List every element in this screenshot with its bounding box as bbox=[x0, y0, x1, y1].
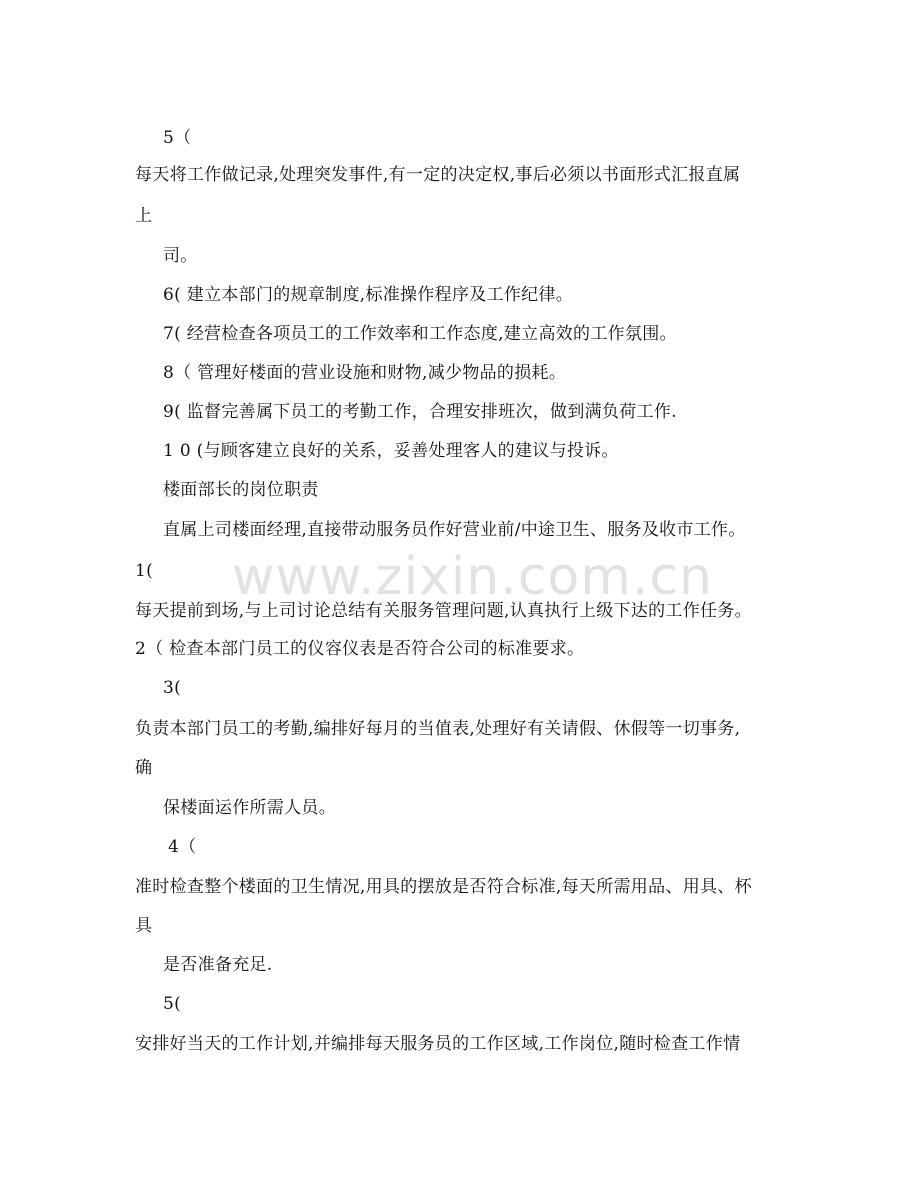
paragraph-line: 每天将工作做记录,处理突发事件,有一定的决定权,事后必须以书面形式汇报直属 bbox=[135, 165, 741, 185]
paragraph-line: 每天提前到场,与上司讨论总结有关服务管理问题,认真执行上级下达的工作任务。 bbox=[135, 601, 752, 621]
paragraph-line: 负责本部门员工的考勤,编排好每月的当值表,处理好有关请假、休假等一切事务, bbox=[135, 719, 741, 739]
paragraph-line: 保楼面运作所需人员。 bbox=[163, 798, 336, 818]
paragraph-line: 4（ bbox=[168, 837, 197, 857]
paragraph-line: 司。 bbox=[163, 246, 198, 266]
paragraph-line: 3( bbox=[163, 678, 182, 698]
paragraph-line: 8（ 管理好楼面的营业设施和财物,减少物品的损耗。 bbox=[163, 363, 567, 383]
paragraph-line: 直属上司楼面经理,直接带动服务员作好营业前/中途卫生、服务及收市工作。 bbox=[163, 520, 746, 540]
paragraph-line: 安排好当天的工作计划,并编排每天服务员的工作区域,工作岗位,随时检查工作情 bbox=[135, 1034, 741, 1054]
paragraph-line: 9( 监督完善属下员工的考勤工作，合理安排班次，做到满负荷工作. bbox=[163, 402, 677, 422]
paragraph-line: 7( 经营检查各项员工的工作效率和工作态度,建立高效的工作氛围。 bbox=[163, 324, 677, 344]
paragraph-line: 5( bbox=[163, 994, 182, 1014]
watermark-text: www.zixin.com.cn bbox=[232, 547, 713, 607]
section-heading: 楼面部长的岗位职责 bbox=[163, 480, 319, 500]
paragraph-line: 5（ bbox=[163, 128, 192, 148]
paragraph-line: 确 bbox=[135, 758, 153, 778]
paragraph-line: 2（ 检查本部门员工的仪容仪表是否符合公司的标准要求。 bbox=[135, 639, 585, 659]
paragraph-line: 是否准备充足. bbox=[163, 955, 273, 975]
paragraph-line: 上 bbox=[135, 206, 153, 226]
paragraph-line: 1( bbox=[135, 561, 154, 581]
paragraph-line: 1 0 (与顾客建立良好的关系，妥善处理客人的建议与投诉。 bbox=[163, 441, 619, 461]
paragraph-line: 具 bbox=[135, 916, 153, 936]
paragraph-line: 准时检查整个楼面的卫生情况,用具的摆放是否符合标准,每天所需用品、用具、杯 bbox=[135, 877, 752, 897]
paragraph-line: 6( 建立本部门的规章制度,标准操作程序及工作纪律。 bbox=[163, 285, 574, 305]
